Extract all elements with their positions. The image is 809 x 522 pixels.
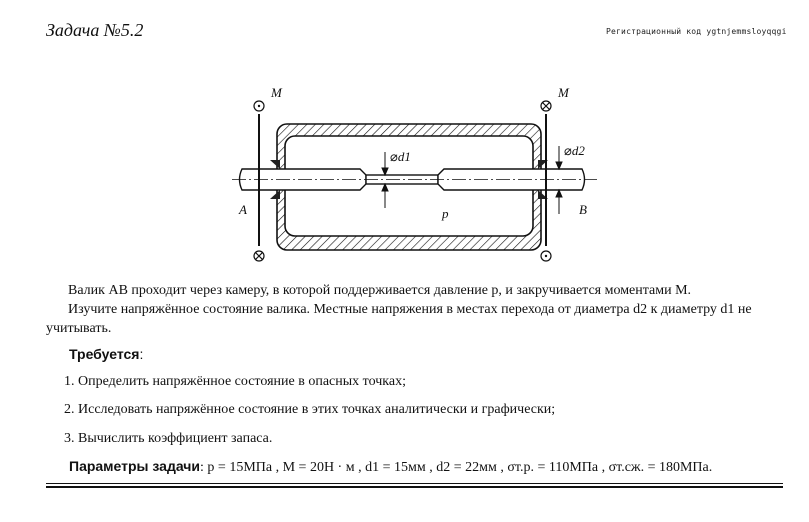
label-d2: ⌀d2 — [564, 143, 585, 158]
task-parameters: Параметры задачи: p = 15МПа , M = 20Н · м , d1 = 15мм , d2 = 22мм , σт.р. = 110МПа , σт.сж. = 180МПа. — [69, 458, 713, 475]
parameters-label: Параметры задачи — [69, 458, 201, 474]
description-line-1: Валик AB проходит через камеру, в которой поддерживается давление p, и закручивается моментами M. — [68, 283, 692, 298]
dot-out-icon — [258, 105, 260, 107]
label-M-left: M — [271, 85, 282, 100]
divider-thin — [46, 483, 783, 484]
label-B: B — [579, 202, 587, 217]
param-d1: d1 = 15мм — [365, 460, 426, 475]
param-p: p = 15МПа — [207, 460, 273, 475]
registration-code: Регистрационный код ygtnjemmsloyqqgi — [606, 27, 787, 36]
requirement-item-1: 1. Определить напряжённое состояние в опасных точках; — [64, 374, 406, 389]
param-sigma-tension: σт.р. = 110МПа — [507, 460, 599, 475]
requirements-heading: Требуется: — [69, 346, 144, 362]
label-p: p — [442, 206, 449, 221]
shaft-chamber-diagram — [232, 80, 597, 270]
param-d2: d2 = 22мм — [436, 460, 497, 475]
description-line-2: Изучите напряжённое состояние валика. Местные напряжения в местах перехода от диаметра d2 к диаметру d1 не учитывать. — [46, 302, 752, 336]
label-d1: ⌀d1 — [390, 149, 411, 164]
problem-description — [46, 281, 791, 338]
param-sigma-compression: σт.сж. = 180МПа. — [608, 460, 713, 475]
label-A: A — [239, 202, 247, 217]
param-M: M = 20Н · м — [282, 460, 355, 475]
requirement-item-3: 3. Вычислить коэффициент запаса. — [64, 431, 273, 446]
requirement-item-2: 2. Исследовать напряжённое состояние в этих точках аналитически и графически; — [64, 402, 556, 417]
dot-out-icon — [545, 255, 547, 257]
divider-thick — [46, 486, 783, 488]
label-M-right: M — [558, 85, 569, 100]
task-title: Задача №5.2 — [46, 20, 144, 40]
